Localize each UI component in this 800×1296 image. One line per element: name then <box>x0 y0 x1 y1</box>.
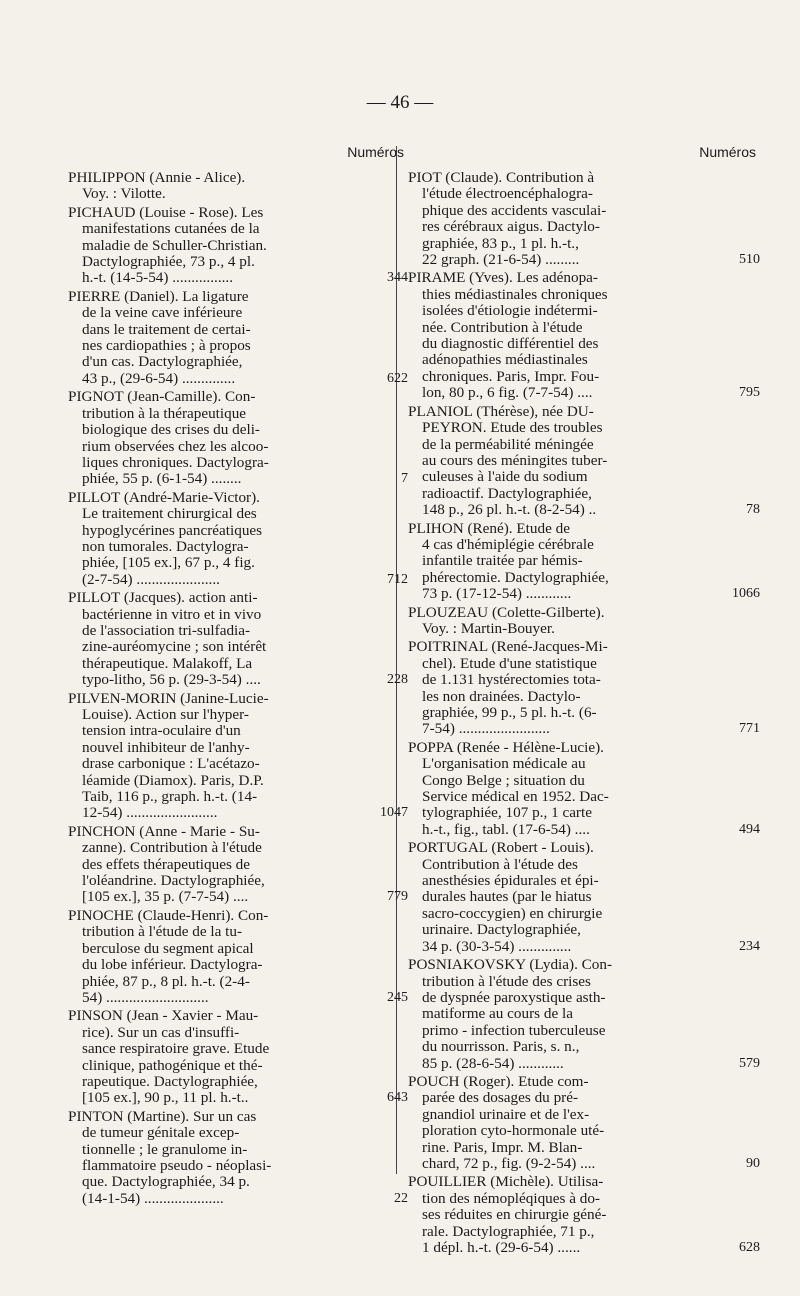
entry-line: 73 p. (17-12-54) ............ <box>422 586 572 603</box>
entry-line: Le traitement chirurgical des <box>82 506 257 523</box>
entry-line: les non drainées. Dactylo- <box>422 688 581 705</box>
entry-line: tylographiée, 107 p., 1 carte <box>422 805 592 822</box>
entry-line: d'un cas. Dactylographiée, <box>82 354 243 371</box>
entry-line: 148 p., 26 pl. h.-t. (8-2-54) .. <box>422 502 597 519</box>
entry-line: l'oléandrine. Dactylographiée, <box>82 873 265 890</box>
entry-line: nes cardiopathies ; à propos <box>82 338 251 355</box>
entry-line: Voy. : Martin-Bouyer. <box>422 620 555 637</box>
entry-line: POUILLIER (Michèle). Utilisa- <box>408 1174 604 1191</box>
entry-line: tribution à l'étude des crises <box>422 973 591 990</box>
bibliography-entry <box>408 605 760 638</box>
entry-number: 643 <box>387 1090 408 1106</box>
entry-number: 234 <box>739 938 760 954</box>
entry-line: 54) ........................... <box>82 989 209 1006</box>
entry-line: nouvel inhibiteur de l'anhy- <box>82 739 250 756</box>
entry-line: graphiée, 83 p., 1 pl. h.-t., <box>422 235 579 252</box>
entry-line: adénopathies médiastinales <box>422 352 588 369</box>
entry-line: hypoglycérines pancréatiques <box>82 522 263 539</box>
entry-line: liques chroniques. Dactylogra- <box>82 454 269 471</box>
entry-line: phiée, 55 p. (6-1-54) ........ <box>82 471 242 488</box>
entry-line: PINSON (Jean - Xavier - Mau- <box>68 1008 259 1025</box>
entry-line: Contribution à l'étude des <box>422 856 578 873</box>
entry-line: sacro-coccygien) en chirurgie <box>422 905 603 922</box>
entry-line: Dactylographiée, 73 p., 4 pl. <box>82 254 255 271</box>
entry-line: 7-54) ........................ <box>422 721 550 738</box>
entry-line: rapeutique. Dactylographiée, <box>82 1073 258 1090</box>
entry-line: maladie de Schuller-Christian. <box>82 237 267 254</box>
entry-line: Louise). Action sur l'hyper- <box>82 707 249 723</box>
entry-line: PINOCHE (Claude-Henri). Con- <box>68 907 269 924</box>
entry-line: tribution à l'étude de la tu- <box>82 924 243 941</box>
entry-line: des effets thérapeutiques de <box>82 856 250 873</box>
entry-line: PINCHON (Anne - Marie - Su- <box>68 823 260 840</box>
entry-number: 510 <box>739 252 760 268</box>
entry-line: sance respiratoire grave. Etude <box>82 1041 270 1058</box>
entry-line: PIOT (Claude). Contribution à <box>408 170 595 186</box>
entry-line: radioactif. Dactylographiée, <box>422 485 592 502</box>
entry-line: tension intra-oculaire d'un <box>82 723 241 740</box>
entry-line: de dyspnée paroxystique asth- <box>422 989 606 1006</box>
entry-line: parée des dosages du pré- <box>422 1090 579 1107</box>
entry-line: infantile traitée par hémis- <box>422 553 583 570</box>
entry-line: Taib, 116 p., graph. h.-t. (14- <box>82 789 258 806</box>
entry-line: 12-54) ........................ <box>82 805 218 822</box>
entry-line: manifestations cutanées de la <box>82 221 260 238</box>
entry-line: PICHAUD (Louise - Rose). Les <box>68 204 264 221</box>
entry-line: PLANIOL (Thérèse), née DU- <box>408 403 594 420</box>
bibliography-entry <box>408 1174 760 1256</box>
entry-number: 228 <box>387 672 408 688</box>
entry-number: 7 <box>401 471 408 487</box>
entry-line: 4 cas d'hémiplégie cérébrale <box>422 536 594 553</box>
entry-line: POUCH (Roger). Etude com- <box>408 1073 589 1090</box>
entry-line: 43 p., (29-6-54) .............. <box>82 370 236 387</box>
entry-line: flammatoire pseudo - néoplasi- <box>82 1157 272 1174</box>
entry-line: chroniques. Paris, Impr. Fou- <box>422 368 600 385</box>
entry-line: de 1.131 hystérectomies tota- <box>422 672 601 689</box>
entry-number: 779 <box>387 889 408 905</box>
entry-line: née. Contribution à l'étude <box>422 319 583 336</box>
entry-line: tion des némopléqiques à do- <box>422 1190 600 1207</box>
entry-line: POPPA (Renée - Hélène-Lucie). <box>408 739 604 756</box>
entry-line: 34 p. (30-3-54) .............. <box>422 938 572 955</box>
bibliography-entry <box>68 1109 408 1207</box>
entry-line: (14-1-54) ..................... <box>82 1190 224 1207</box>
entry-line: chard, 72 p., fig. (9-2-54) .... <box>422 1155 596 1172</box>
bibliography-entry <box>408 521 760 603</box>
entry-line: primo - infection tuberculeuse <box>422 1022 606 1039</box>
left-entries <box>68 170 408 1207</box>
entry-number: 622 <box>387 370 408 386</box>
entry-line: h.-t., fig., tabl. (17-6-54) .... <box>422 821 590 838</box>
entry-line: que. Dactylographiée, 34 p. <box>82 1174 250 1191</box>
entry-line: de l'association tri-sulfadia- <box>82 622 251 639</box>
page-number: — 46 — <box>366 92 434 113</box>
entry-line: l'étude électroencéphalogra- <box>422 186 593 203</box>
bibliography-entry <box>68 490 408 588</box>
entry-line: 22 graph. (21-6-54) ......... <box>422 252 580 269</box>
entry-line: non tumorales. Dactylogra- <box>82 538 249 555</box>
bibliography-entry <box>68 289 408 387</box>
entry-line: POITRINAL (René-Jacques-Mi- <box>408 639 608 656</box>
entry-line: rium observées chez les alcoo- <box>82 438 269 455</box>
entry-line: rice). Sur un cas d'insuffi- <box>82 1024 240 1041</box>
entry-line: de tumeur génitale excep- <box>82 1125 240 1142</box>
bibliography-entry <box>68 590 408 688</box>
entry-number: 579 <box>739 1055 760 1071</box>
column-header-right: Numéros <box>699 144 756 160</box>
entry-line: zanne). Contribution à l'étude <box>82 840 262 857</box>
entry-line: gnandiol urinaire et de l'ex- <box>422 1106 590 1123</box>
entry-line: PLIHON (René). Etude de <box>408 520 570 537</box>
entry-line: du nourrisson. Paris, s. n., <box>422 1039 580 1056</box>
entry-line: h.-t. (14-5-54) ................ <box>82 270 234 287</box>
entry-line: PIRAME (Yves). Les adénopa- <box>408 270 598 287</box>
bibliography-entry <box>68 908 408 1006</box>
entry-line: PLOUZEAU (Colette-Gilberte). <box>408 604 605 621</box>
entry-line: thies médiastinales chroniques <box>422 286 608 303</box>
entry-line: phiée, 87 p., 8 pl. h.-t. (2-4- <box>82 973 250 990</box>
entry-line: [105 ex.], 35 p. (7-7-54) .... <box>82 889 249 906</box>
entry-number: 1047 <box>380 805 408 821</box>
bibliography-entry <box>408 404 760 519</box>
entry-line: isolées d'étiologie indétermi- <box>422 303 598 320</box>
entry-line: res cérébraux aigus. Dactylo- <box>422 219 600 236</box>
entry-number: 245 <box>387 989 408 1005</box>
entry-line: au cours des méningites tuber- <box>422 452 608 469</box>
entry-line: bactérienne in vitro et in vivo <box>82 606 262 623</box>
right-entries <box>408 170 760 1256</box>
entry-line: matiforme au cours de la <box>422 1006 573 1023</box>
entry-line: ses réduites en chirurgie géné- <box>422 1207 607 1224</box>
entry-line: PILLOT (Jacques). action anti- <box>68 590 258 607</box>
entry-line: dans le traitement de certai- <box>82 321 251 338</box>
entry-number: 795 <box>739 385 760 401</box>
entry-line: zine-auréomycine ; son intérêt <box>82 639 267 656</box>
bibliography-entry <box>68 1008 408 1106</box>
entry-line: phiée, [105 ex.], 67 p., 4 fig. <box>82 555 255 572</box>
entry-number: 771 <box>739 721 760 737</box>
left-column <box>68 142 408 1207</box>
entry-line: berculose du segment apical <box>82 940 254 957</box>
entry-line: lon, 80 p., 6 fig. (7-7-54) .... <box>422 385 593 402</box>
entry-line: anesthésies épidurales et épi- <box>422 873 599 890</box>
bibliography-entry <box>68 824 408 906</box>
entry-line: culeuses à l'aide du sodium <box>422 469 588 486</box>
entry-line: urinaire. Dactylographiée, <box>422 922 581 939</box>
bibliography-entry <box>408 1074 760 1172</box>
bibliography-entry <box>68 205 408 287</box>
entry-number: 1066 <box>732 586 760 602</box>
entry-line: PINTON (Martine). Sur un cas <box>68 1108 257 1125</box>
entry-line: 85 p. (28-6-54) ............ <box>422 1055 564 1072</box>
entry-line: ploration cyto-hormonale uté- <box>422 1123 605 1140</box>
entry-line: Service médical en 1952. Dac- <box>422 789 609 806</box>
entry-line: PEYRON. Etude des troubles <box>422 420 603 437</box>
entry-line: tionnelle ; le granulome in- <box>82 1141 248 1158</box>
entry-number: 22 <box>394 1190 408 1206</box>
entry-line: phique des accidents vasculai- <box>422 202 607 219</box>
bibliography-entry <box>408 740 760 838</box>
entry-line: Voy. : Vilotte. <box>82 186 166 203</box>
entry-line: PORTUGAL (Robert - Louis). <box>408 840 594 857</box>
entry-number: 712 <box>387 571 408 587</box>
entry-number: 628 <box>739 1240 760 1255</box>
entry-line: graphiée, 99 p., 5 pl. h.-t. (6- <box>422 705 597 721</box>
entry-line: PIERRE (Daniel). La ligature <box>68 288 249 305</box>
entry-line: PILLOT (André-Marie-Victor). <box>68 489 260 506</box>
entry-number: 78 <box>746 502 760 518</box>
entry-line: Congo Belge ; situation du <box>422 772 585 789</box>
entry-line: rale. Dactylographiée, 71 p., <box>422 1223 595 1240</box>
entry-line: drase carbonique : L'acétazo- <box>82 756 260 773</box>
entry-line: tribution à la thérapeutique <box>82 405 247 422</box>
entry-line: du diagnostic différentiel des <box>422 336 599 353</box>
bibliography-entry <box>408 639 760 737</box>
entry-number: 90 <box>746 1155 760 1171</box>
entry-line: POSNIAKOVSKY (Lydia). Con- <box>408 957 613 974</box>
entry-line: (2-7-54) ...................... <box>82 571 220 588</box>
bibliography-entry <box>68 170 408 203</box>
bibliography-entry <box>408 270 760 401</box>
right-column <box>408 142 760 1256</box>
entry-number: 344 <box>387 270 408 286</box>
entry-line: PIGNOT (Jean-Camille). Con- <box>68 389 256 406</box>
entry-line: thérapeutique. Malakoff, La <box>82 655 253 672</box>
column-header-left: Numéros <box>347 144 404 160</box>
entry-line: biologique des crises du deli- <box>82 422 260 439</box>
bibliography-entry <box>408 840 760 955</box>
bibliography-entry <box>408 170 760 268</box>
entry-line: [105 ex.], 90 p., 11 pl. h.-t.. <box>82 1090 249 1107</box>
bibliography-entry <box>68 691 408 822</box>
bibliography-entry <box>68 389 408 487</box>
bibliography-entry <box>408 957 760 1072</box>
entry-line: de la veine cave inférieure <box>82 305 243 322</box>
entry-line: léamide (Diamox). Paris, D.P. <box>82 772 264 789</box>
entry-line: phérectomie. Dactylographiée, <box>422 569 609 586</box>
entry-line: rine. Paris, Impr. M. Blan- <box>422 1139 583 1156</box>
entry-line: du lobe inférieur. Dactylogra- <box>82 957 263 974</box>
entry-number: 494 <box>739 821 760 837</box>
entry-line: typo-litho, 56 p. (29-3-54) .... <box>82 672 261 689</box>
entry-line: durales hautes (par le hiatus <box>422 889 592 906</box>
entry-line: L'organisation médicale au <box>422 756 586 773</box>
entry-line: 1 dépl. h.-t. (29-6-54) ...... <box>422 1240 581 1256</box>
entry-line: clinique, pathogénique et thé- <box>82 1057 263 1074</box>
entry-line: chel). Etude d'une statistique <box>422 655 597 672</box>
entry-line: PHILIPPON (Annie - Alice). <box>68 170 246 186</box>
entry-line: de la perméabilité méningée <box>422 436 594 453</box>
entry-line: PILVEN-MORIN (Janine-Lucie- <box>68 690 269 707</box>
